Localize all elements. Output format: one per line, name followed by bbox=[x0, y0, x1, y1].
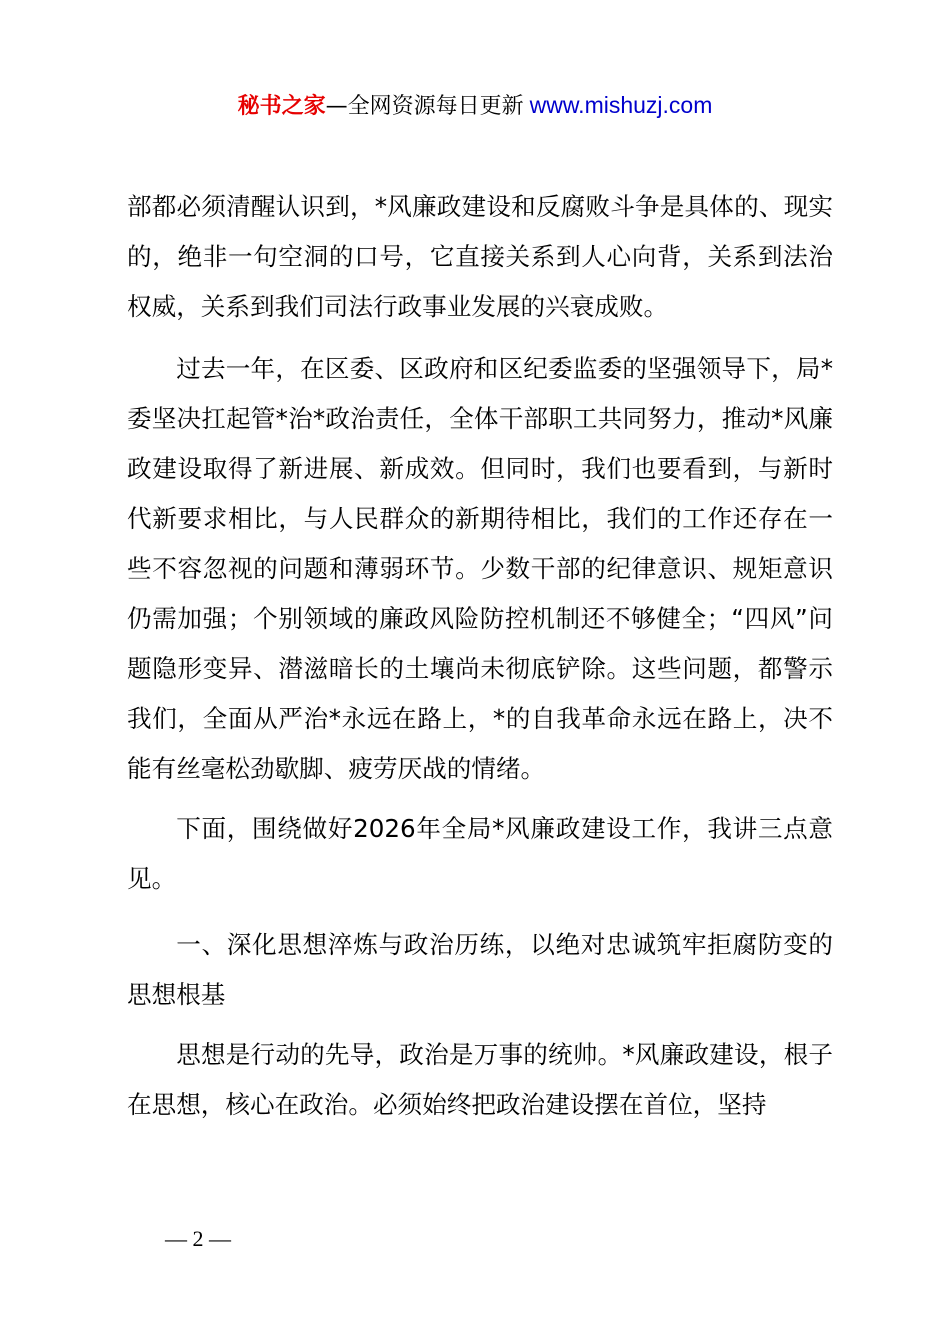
brand-name: 秘书之家 bbox=[237, 94, 326, 119]
website-link[interactable]: www.mishuzj.com bbox=[529, 92, 713, 118]
paragraph-review: 过去一年，在区委、区政府和区纪委监委的坚强领导下，局*委坚决扛起管*治*政治责任，全体干部职工共同努力，推动*风廉政建设取得了新进展、新成效。但同时，我们也要看到，与新时代新要求相比，与人民群众的新期待相比，我们的工作还存在一些不容忽视的问题和薄弱环节。少数干部的纪律意识、规矩意识仍需加强；个别领域的廉政风险防控机制还不够健全；“四风”问题隐形变异、潜滋暗长的土壤尚未彻底铲除。这些问题，都警示我们，全面从严治*永远在路上，*的自我革命永远在路上，决不能有丝毫松劲歇脚、疲劳厌战的情绪。 bbox=[127, 354, 833, 783]
paragraph-intro: 下面，围绕做好2026年全局*风廉政建设工作，我讲三点意见。 bbox=[127, 814, 833, 893]
paragraph-section-one: 思想是行动的先导，政治是万事的统帅。*风廉政建设，根子在思想，核心在政治。必须始终把政治建设摆在首位，坚持 bbox=[127, 1040, 833, 1119]
paragraph-continuation: 部都必须清醒认识到，*风廉政建设和反腐败斗争是具体的、现实的，绝非一句空洞的口号，它直接关系到人心向背，关系到法治权威，关系到我们司法行政事业发展的兴衰成败。 bbox=[127, 192, 833, 321]
section-heading-one: 一、深化思想淬炼与政治历练，以绝对忠诚筑牢拒腐防变的思想根基 bbox=[127, 930, 833, 1009]
page-header bbox=[0, 88, 950, 124]
header-slogan: —全网资源每日更新 bbox=[325, 94, 524, 119]
page-number: — 2 — bbox=[165, 1226, 231, 1251]
document-body bbox=[127, 182, 833, 1130]
